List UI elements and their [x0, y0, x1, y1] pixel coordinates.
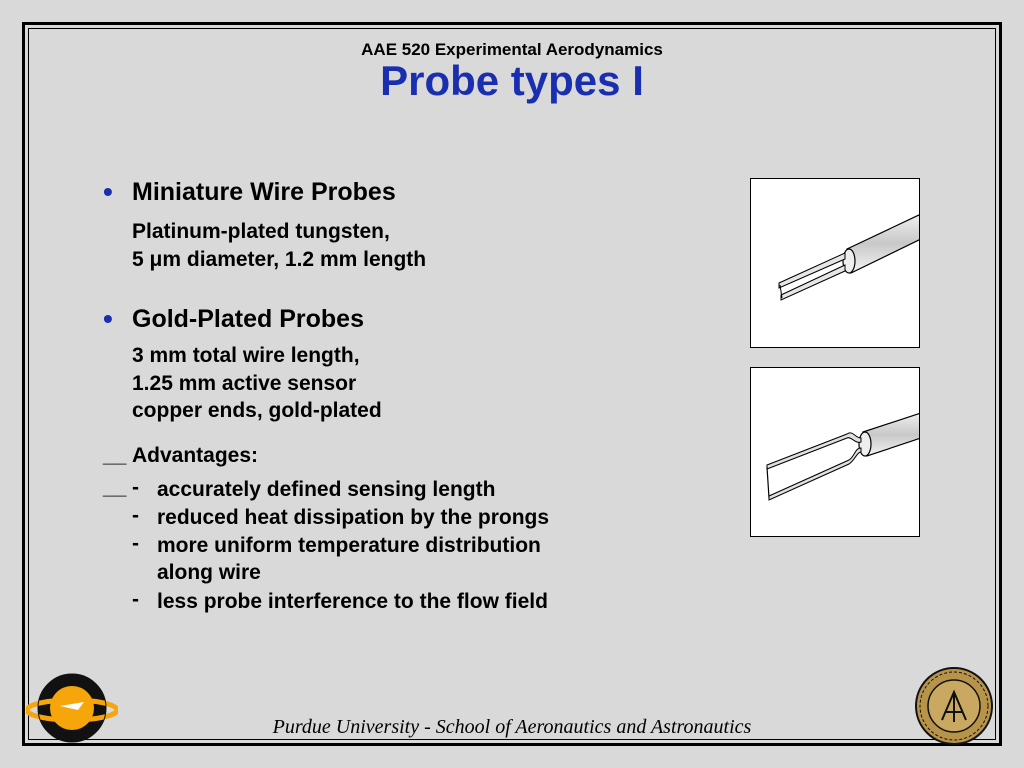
section-line: 3 mm total wire length,: [132, 344, 360, 367]
advantage-item: less probe interference to the flow field: [157, 590, 548, 613]
section-heading-wire-probes: Miniature Wire Probes: [132, 178, 396, 206]
gold-probe-illustration: [750, 367, 920, 537]
advantage-item: reduced heat dissipation by the prongs: [157, 506, 550, 529]
dash-marker: -: [132, 476, 139, 499]
wire-probe-drawing: [751, 179, 919, 347]
gold-probe-drawing: [751, 368, 919, 536]
section-line: copper ends, gold-plated: [132, 399, 382, 422]
dash-marker: -: [132, 504, 139, 527]
section-line: Platinum-plated tungsten,: [132, 220, 390, 243]
advantage-item: more uniform temperature distribution: [157, 534, 541, 557]
section-line: 5 μm diameter, 1.2 mm length: [132, 248, 427, 271]
dash-marker: -: [132, 588, 139, 611]
advantages-label: Advantages:: [132, 444, 259, 467]
slide-title: Probe types I: [380, 57, 644, 104]
underline-marker: __: [103, 476, 127, 499]
course-title: AAE 520 Experimental Aerodynamics: [361, 40, 663, 59]
bullet-icon: •: [103, 303, 113, 334]
footer-text: Purdue University - School of Aeronautics and Astronautics: [272, 716, 752, 738]
dash-marker: -: [132, 532, 139, 555]
bullet-icon: •: [103, 176, 113, 207]
advantage-item: accurately defined sensing length: [157, 478, 496, 501]
advantage-item-continuation: along wire: [157, 561, 261, 584]
wire-probe-illustration: [750, 178, 920, 348]
underline-marker: __: [103, 444, 127, 467]
section-heading-gold-probes: Gold-Plated Probes: [132, 305, 364, 333]
section-line: 1.25 mm active sensor: [132, 372, 357, 395]
